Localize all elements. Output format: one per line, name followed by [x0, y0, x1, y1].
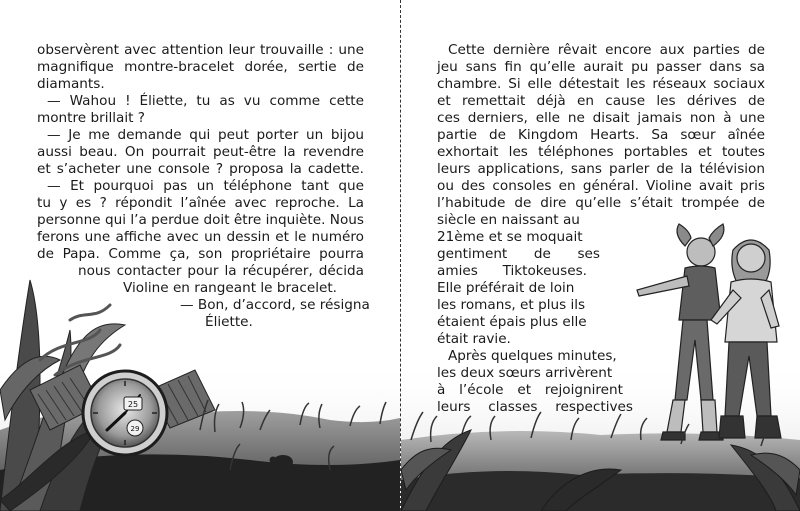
right-line-1: Cette dernière rêvait encore aux parties de: [448, 42, 765, 58]
right-line-15: Elle préférait de loin: [437, 280, 575, 296]
watch-number-bottom: 29: [130, 425, 140, 433]
left-line-13: de Papa. Comme ça, son propriétaire pourra: [37, 246, 364, 262]
left-line-4: — Wahou ! Éliette, tu as vu comme cette: [47, 93, 364, 109]
left-line-3: diamants.: [37, 76, 105, 92]
right-line-10: l’habitude de dire qu’elle s’était trompée de: [437, 195, 765, 211]
right-line-20: les deux sœurs arrivèrent: [437, 365, 613, 381]
left-line-9: — Et pourquoi pas un téléphone tant que: [47, 178, 364, 194]
right-line-18: était ravie.: [437, 331, 511, 347]
right-line-17: étaient épais plus elle: [437, 314, 587, 330]
watch: [83, 371, 167, 455]
left-line-6: — Je me demande qui peut porter un bijou: [47, 127, 364, 143]
left-line-7: aussi beau. On pourrait peut-être la revendre: [37, 144, 364, 160]
watch-number-top: 25: [127, 400, 139, 409]
left-line-2: magnifique montre-bracelet dorée, sertie de: [37, 59, 364, 75]
left-line-16: — Bon, d’accord, se résigna: [180, 297, 370, 313]
left-line-1: observèrent avec attention leur trouvaille : une: [37, 42, 364, 58]
left-line-12: ferons une affiche avec un dessin et le numéro: [37, 229, 364, 245]
left-line-17: Éliette.: [205, 314, 253, 330]
right-line-2: jeu sans fin qu’elle aurait pu passer dans sa: [437, 59, 765, 75]
right-line-22: leurs classes respectives: [437, 399, 633, 415]
left-line-11: personne qui l’a perdue doit être inquiète. Nous: [37, 212, 364, 228]
left-line-10: tu y es ? répondit l’aînée avec reproche. La: [37, 195, 364, 211]
right-line-16: les romans, et plus ils: [437, 297, 586, 313]
right-line-6: partie de Kingdom Hearts. Sa sœur aînée: [437, 127, 765, 143]
left-line-5: montre brillait ?: [37, 110, 145, 126]
right-line-5: ces derniers, elle ne disait jamais non à une: [437, 110, 765, 126]
left-line-8: et s’acheter une console ? proposa la cadette.: [37, 161, 364, 177]
right-line-4: et remettait déjà en cause les dérives de: [437, 93, 765, 109]
right-line-3: chambre. Si elle détestait les réseaux sociaux: [437, 76, 765, 92]
right-line-12: 21ème et se moquait: [437, 229, 583, 245]
right-line-13: gentiment de ses: [437, 246, 600, 262]
right-page: [401, 0, 800, 511]
right-line-11: siècle en naissant au: [437, 212, 580, 228]
left-line-15: Violine en rangeant le bracelet.: [123, 280, 338, 296]
right-line-21: à l’école et rejoignirent: [437, 382, 623, 398]
right-line-8: leurs applications, sans parler de la télévision: [437, 161, 765, 177]
right-line-14: amies Tiktokeuses.: [437, 263, 587, 279]
right-line-9: ou des consoles en général. Violine avait pris: [437, 178, 765, 194]
left-line-14: nous contacter pour la récupérer, décida: [78, 263, 364, 279]
right-line-7: exhortait les téléphones portables et toutes: [437, 144, 765, 160]
right-line-19: Après quelques minutes,: [448, 348, 617, 364]
